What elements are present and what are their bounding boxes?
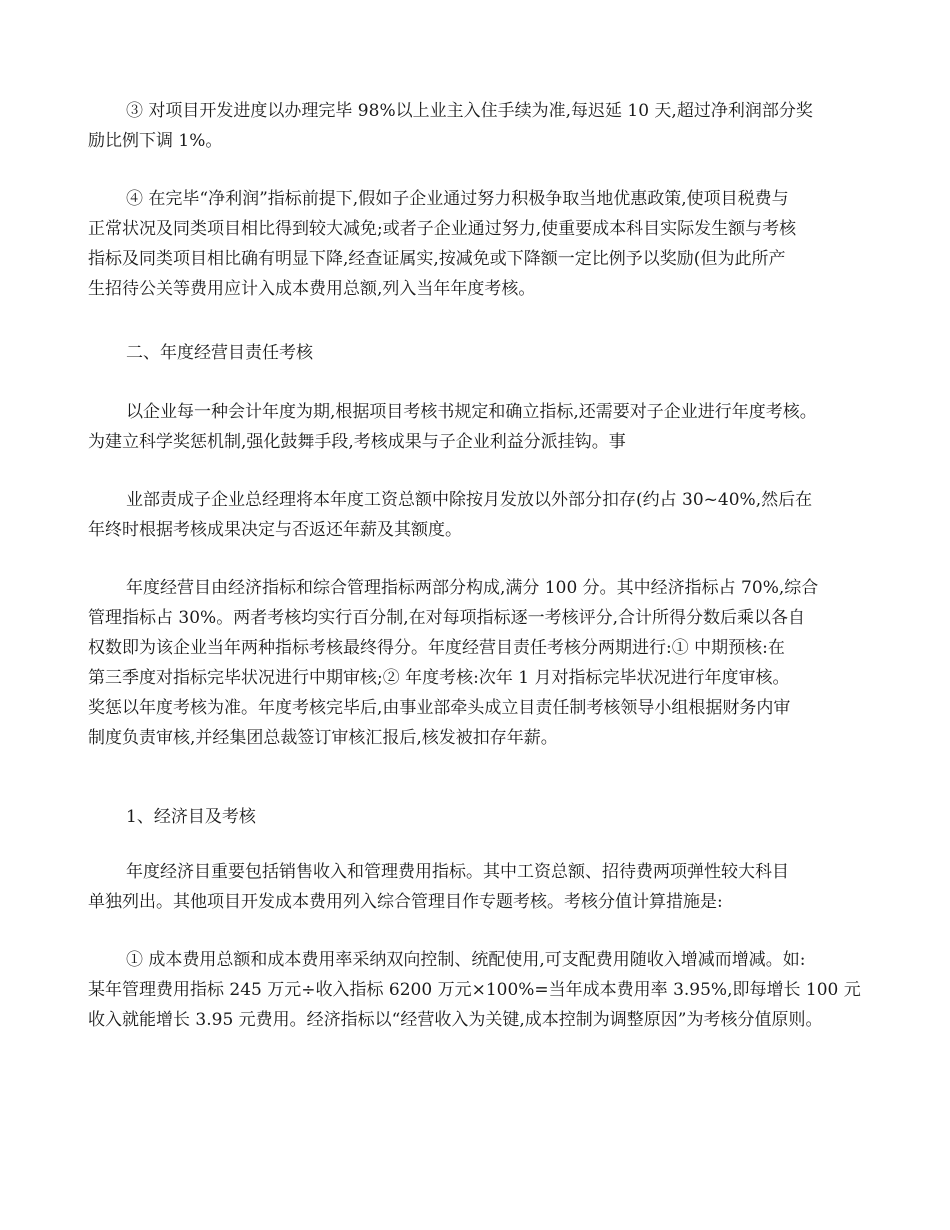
text-line: 制度负责审核,并经集团总裁签订审核汇报后,核发被扣存年薪。 [88,728,558,748]
subsection-title: 1、经济目及考核 [126,807,256,827]
section-title: 二、年度经营目责任考核 [126,343,313,363]
text-line: 生招待公关等费用应计入成本费用总额,列入当年年度考核。 [88,279,536,299]
text-line: 年终时根据考核成果决定与否返还年薪及其额度。 [88,520,462,540]
subsection-heading [88,802,878,832]
text-line: 指标及同类项目相比确有明显下降,经查证属实,按减免或下降额一定比例予以奖励(但为此所产 [88,249,786,269]
text-line: 第三季度对指标完毕状况进行中期审核;② 年度考核:次年 1 月对指标完毕状况进行年度审核。 [88,668,790,688]
paragraph-progress-bonus [88,96,878,156]
text-line: 单独列出。其他项目开发成本费用列入综合管理目作专题考核。考核分值计算措施是: [88,892,723,912]
text-line: 以企业每一种会计年度为期,根据项目考核书规定和确立指标,还需要对子企业进行年度考核。 [126,402,817,422]
paragraph-scoring-structure [88,573,878,753]
text-line: 为建立科学奖惩机制,强化鼓舞手段,考核成果与子企业利益分派挂钩。事 [88,432,626,452]
paragraph-cost-control [88,945,878,1035]
text-line: 业部责成子企业总经理将本年度工资总额中除按月发放以外部分扣存(约占 30~40%,然后在 [126,490,813,510]
text-line: ③ 对项目开发进度以办理完毕 98%以上业主入住手续为准,每迟延 10 天,超过净利润部分奖 [126,101,813,121]
text-line: 管理指标占 30%。两者考核均实行百分制,在对每项指标逐一考核评分,合计所得分数后乘以各自 [88,608,805,628]
paragraph-salary-withholding [88,485,878,545]
text-line: 收入就能增长 3.95 元费用。经济指标以“经营收入为关键,成本控制为调整原因”为考核分值原则。 [88,1010,823,1030]
text-line: ④ 在完毕“净利润”指标前提下,假如子企业通过努力积极争取当地优惠政策,使项目税费与 [126,189,789,209]
paragraph-tax-reduction-bonus [88,184,878,304]
text-line: 励比例下调 1%。 [88,131,223,151]
text-line: 权数即为该企业当年两种指标考核最终得分。年度经营目责任考核分两期进行:① 中期预核:在 [88,638,785,658]
text-line: 正常状况及同类项目相比得到较大减免;或者子企业通过努力,使重要成本科目实际发生额与考核 [88,219,797,239]
paragraph-annual-assessment [88,397,878,457]
text-line: ① 成本费用总额和成本费用率采纳双向控制、统配使用,可支配费用随收入增减而增减。如: [126,950,806,970]
text-line: 年度经营目由经济指标和综合管理指标两部分构成,满分 100 分。其中经济指标占 70%,综合 [126,578,819,598]
text-line: 奖惩以年度考核为准。年度考核完毕后,由事业部牵头成立目责任制考核领导小组根据财务内审 [88,698,791,718]
paragraph-economic-targets [88,857,878,917]
text-line: 某年管理费用指标 245 万元÷收入指标 6200 万元×100%=当年成本费用率 3.95%,即每增长 100 元 [88,980,861,1000]
text-line: 年度经济目重要包括销售收入和管理费用指标。其中工资总额、招待费两项弹性较大科目 [126,862,789,882]
section-heading [88,338,878,368]
